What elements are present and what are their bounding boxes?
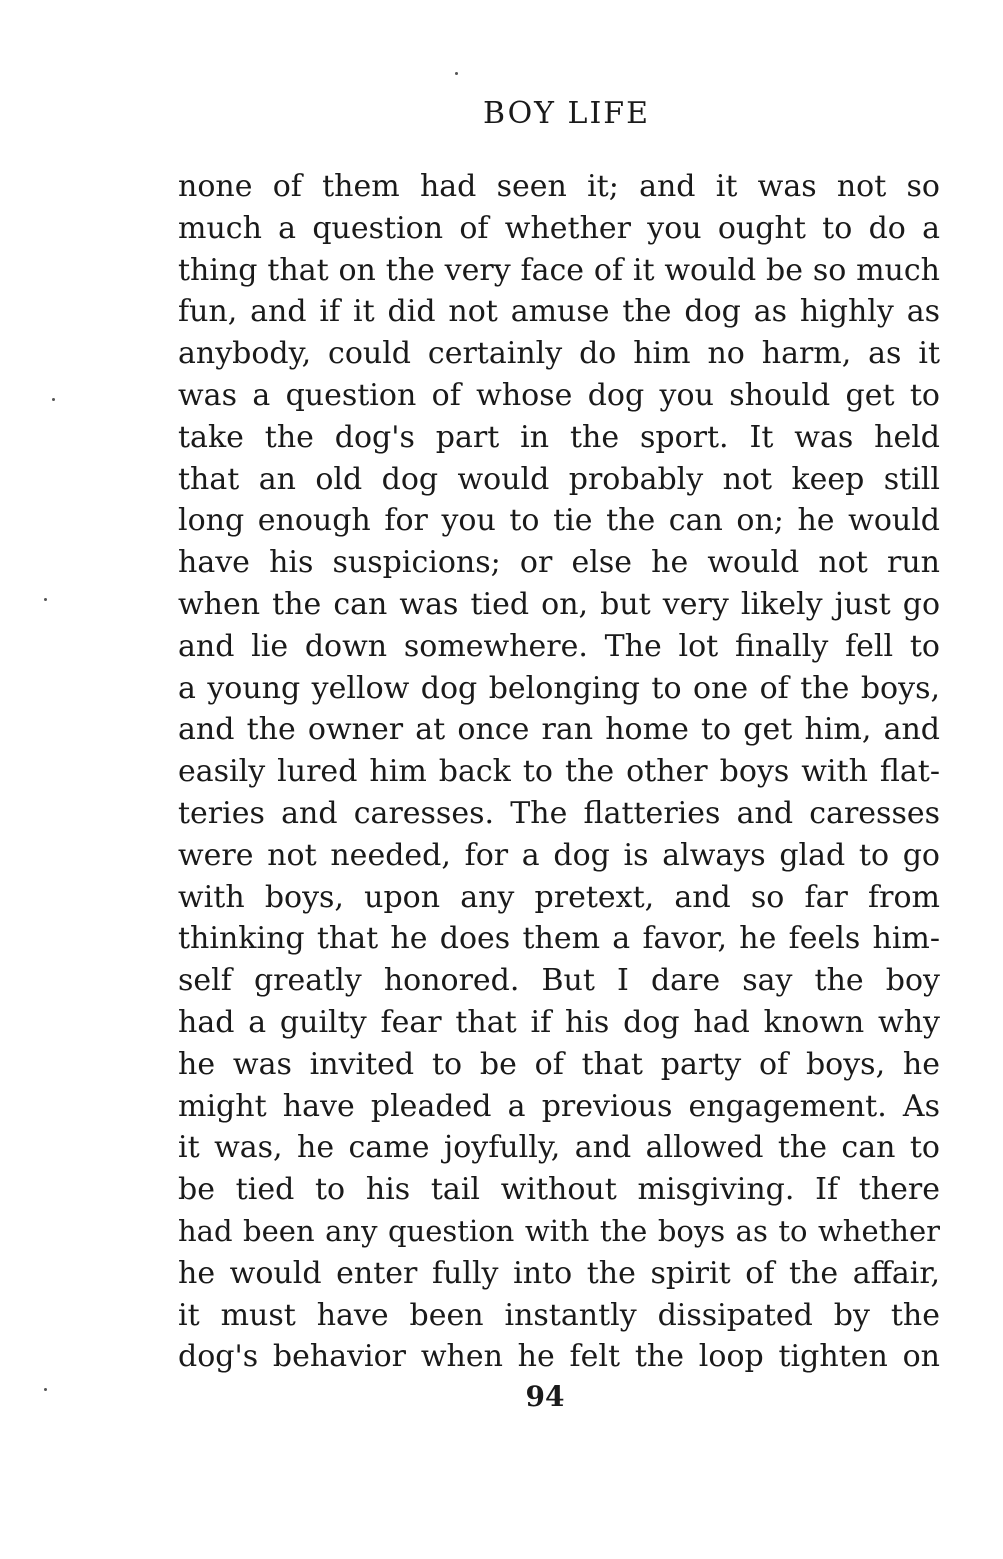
- text-line: have his suspicions; or else he would not run: [178, 545, 940, 581]
- scan-speck: [44, 598, 47, 601]
- text-line: and lie down somewhere. The lot finally fell to: [178, 628, 940, 664]
- text-line: that an old dog would probably not keep still: [178, 461, 940, 497]
- text-line: none of them had seen it; and it was not so: [178, 169, 940, 204]
- text-line: it was, he came joyfully, and allowed the can to: [178, 1130, 940, 1166]
- text-line: thing that on the very face of it would be so much: [178, 252, 940, 288]
- text-line: it must have been instantly dissipated by the: [178, 1297, 940, 1333]
- text-line: easily lured him back to the other boys with flat-: [178, 754, 940, 790]
- scan-speck: [44, 1388, 47, 1391]
- text-line: teries and caresses. The flatteries and caresses: [178, 795, 940, 831]
- body-text: [178, 166, 940, 1378]
- running-head: [0, 96, 1003, 131]
- text-line: he would enter fully into the spirit of the affair,: [178, 1255, 940, 1291]
- page-number: 94: [525, 1380, 565, 1413]
- text-line: be tied to his tail without misgiving. If there: [178, 1172, 940, 1208]
- scan-speck: [455, 72, 458, 75]
- text-line: when the can was tied on, but very likely just go: [178, 586, 940, 622]
- text-line: fun, and if it did not amuse the dog as highly as: [178, 294, 940, 330]
- text-line: much a question of whether you ought to do a: [178, 210, 940, 246]
- text-line: and the owner at once ran home to get him, and: [178, 712, 940, 748]
- text-line: were not needed, for a dog is always glad to go: [178, 837, 940, 873]
- text-line: had a guilty fear that if his dog had known why: [178, 1004, 940, 1040]
- scan-speck: [52, 398, 55, 401]
- text-line: self greatly honored. But I dare say the boy: [178, 963, 940, 999]
- running-head-text: BOY LIFE: [482, 96, 651, 131]
- text-line: might have pleaded a previous engagement. As: [178, 1088, 940, 1124]
- text-line: with boys, upon any pretext, and so far from: [178, 879, 940, 915]
- text-line: dog's behavior when he felt the loop tighten on: [178, 1339, 940, 1375]
- text-line: long enough for you to tie the can on; he would: [178, 503, 940, 539]
- text-line: anybody, could certainly do him no harm, as it: [178, 336, 940, 372]
- text-line: had been any question with the boys as to whether: [178, 1213, 940, 1248]
- text-line: take the dog's part in the sport. It was held: [178, 419, 940, 455]
- text-line: thinking that he does them a favor, he feels him-: [178, 921, 940, 957]
- text-line: he was invited to be of that party of boys, he: [178, 1046, 940, 1082]
- text-line: a young yellow dog belonging to one of the boys,: [178, 670, 940, 706]
- text-line: was a question of whose dog you should get to: [178, 377, 940, 413]
